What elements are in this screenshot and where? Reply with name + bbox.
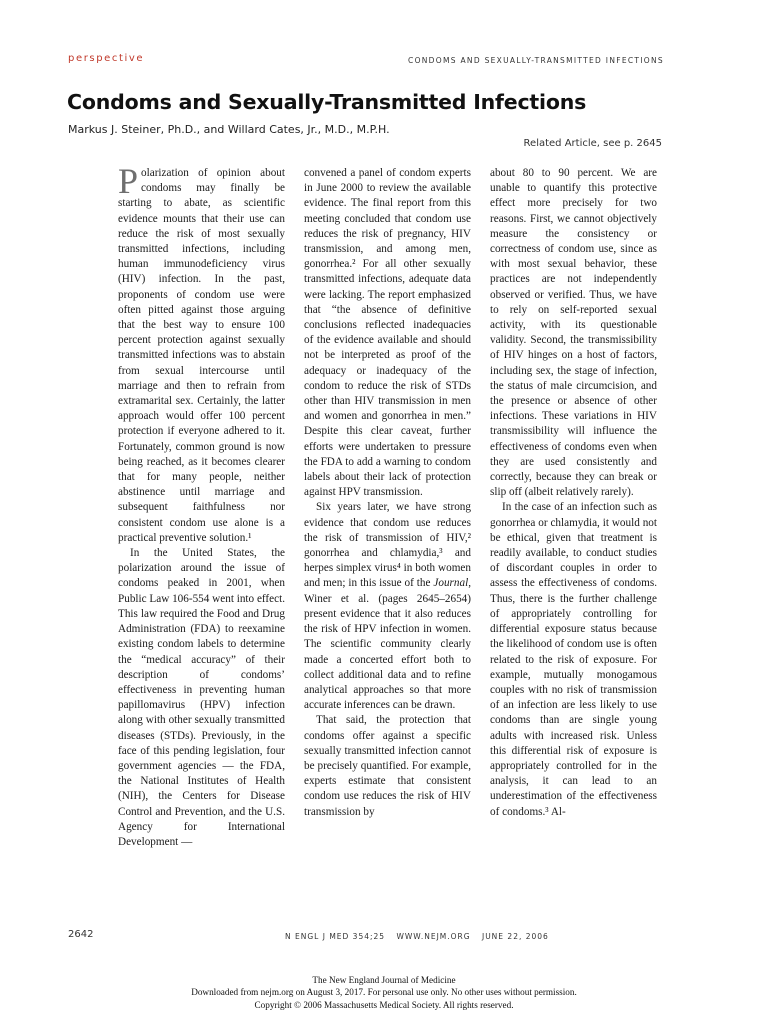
paragraph-text: Six years later, we have strong evidence that condom use reduces the risk of transmission of HIV,² gonorrhea and chlamydia,³ and herpes simplex virus⁴ in both women and men; in this issue of the [304,501,471,590]
page-number: 2642 [68,929,94,940]
journal-name: Journal [433,577,469,590]
article-authors: Markus J. Steiner, Ph.D., and Willard Cates, Jr., M.D., M.P.H. [68,123,390,136]
download-line-usage: Downloaded from nejm.org on August 3, 2017. For personal use only. No other uses without permission. [191,987,577,998]
related-article-link[interactable]: Related Article, see p. 2645 [523,138,662,149]
body-column-3 [490,166,657,820]
paragraph: In the case of an infection such as gonorrhea or chlamydia, it would not be ethical, given that treatment is readily available, to conduct studies of discordant couples in order to assess the effectiveness of condoms. Thus, there is the further challenge of appropriately controlling for differential exposure status because the likelihood of condom use is often related to the risk of exposure. For example, mutually monogamous couples with no risk of transmission of an infection are less likely to use condoms than are single young adults with increased risk. Unless this differential risk of exposure is appropriately controlled for in the analysis, it can lead to an underestimation of the effectiveness of condoms.³ Al- [490,501,657,818]
footer-date: JUNE 22, 2006 [481,932,549,941]
paragraph [304,500,471,713]
paragraph-text: olarization of opinion about condoms may finally be starting to abate, as scientific evidence mounts that their use can reduce the risk of most sexually transmitted infections, including human immunodeficiency virus (HIV) infection. In the past, proponents of condom use were often pitted against those arguing that the best way to ensure 100 percent protection against sexually transmitted infections was to abstain from sexual intercourse until marriage and then to refrain from extramarital sex. Certainly, the latter approach would offer 100 percent protection if everyone adhered to it. Fortunately, common ground is now being reached, as it becomes clearer that for many people, neither abstinence until marriage and subsequent faithfulness nor consistent condom use alone is a practical preventive solution.¹ [118,167,285,544]
footer-url[interactable]: WWW.NEJM.ORG [396,932,471,941]
download-line-journal: The New England Journal of Medicine [312,975,456,985]
paragraph: That said, the protection that condoms offer against a specific sexually transmitted infection cannot be precisely quantified. For example, experts estimate that consistent condom use reduces the risk of HIV transmission by [304,714,471,818]
footer-citation [285,932,557,941]
paragraph-text: , Winer et al. (pages 2645–2654) present evidence that it also reduces the risk of HPV infection in women. The scientific community clearly made a concerted effort both to collect additional data and to refine analytical approaches so that more accurate inferences can be drawn. [304,577,471,712]
footer-journal: N ENGL J MED 354;25 [285,932,386,941]
download-notice [0,974,768,1011]
paragraph: In the United States, the polarization around the issue of condoms peaked in 2001, when Public Law 106-554 went into effect. This law required the Food and Drug Administration (FDA) to reexamine existing condom labels to determine the “medical accuracy” of their description of condoms’ effectiveness in preventing human papillomavirus (HPV) infection along with other sexually transmitted diseases (STDs). Previously, in the face of this pending legislation, four government agencies — the FDA, the National Institutes of Health (NIH), the Centers for Disease Control and Prevention, and the U.S. Agency for International Development — [118,547,285,848]
article-title: Condoms and Sexually-Transmitted Infections [67,90,587,114]
paragraph: about 80 to 90 percent. We are unable to quantify this protective effect more precisely for two reasons. First, we cannot objectively measure the consistency or correctness of condom use, since as with most sexual behavior, these practices are not independently observed or verified. Thus, we have to rely on self-reported sexual activity, with its questionable validity. Second, the transmissibility of HIV hinges on a host of factors, including sex, the stage of infection, the status of male circumcision, and the presence or absence of other infections. These variations in HIV transmissibility will influence the effectiveness of condoms even when they are used consistently and correctly, because they can break or slip off (albeit relatively rarely). [490,167,657,499]
section-label: perspective [68,53,145,64]
running-head: CONDOMS AND SEXUALLY-TRANSMITTED INFECTIONS [408,56,664,65]
body-column-2 [304,166,471,820]
drop-cap: P [118,161,139,201]
download-line-copyright: Copyright © 2006 Massachusetts Medical Society. All rights reserved. [254,999,514,1010]
paragraph [118,161,285,546]
paragraph: convened a panel of condom experts in June 2000 to review the available evidence. The final report from this meeting concluded that condom use reduces the risk of pregnancy, HIV transmission, and among men, gonorrhea.² For all other sexually transmitted infections, adequate data were lacking. The report emphasized that “the absence of definitive conclusions reflected inadequacies of the evidence available and should not be interpreted as proof of the adequacy or inadequacy of the condom to reduce the risk of STDs other than HIV transmission in men and women and gonorrhea in men.” Despite this clear caveat, further efforts were undertaken to pressure the FDA to add a warning to condom labels about their lack of protection against HPV transmission. [304,167,471,499]
body-column-1 [118,161,285,850]
